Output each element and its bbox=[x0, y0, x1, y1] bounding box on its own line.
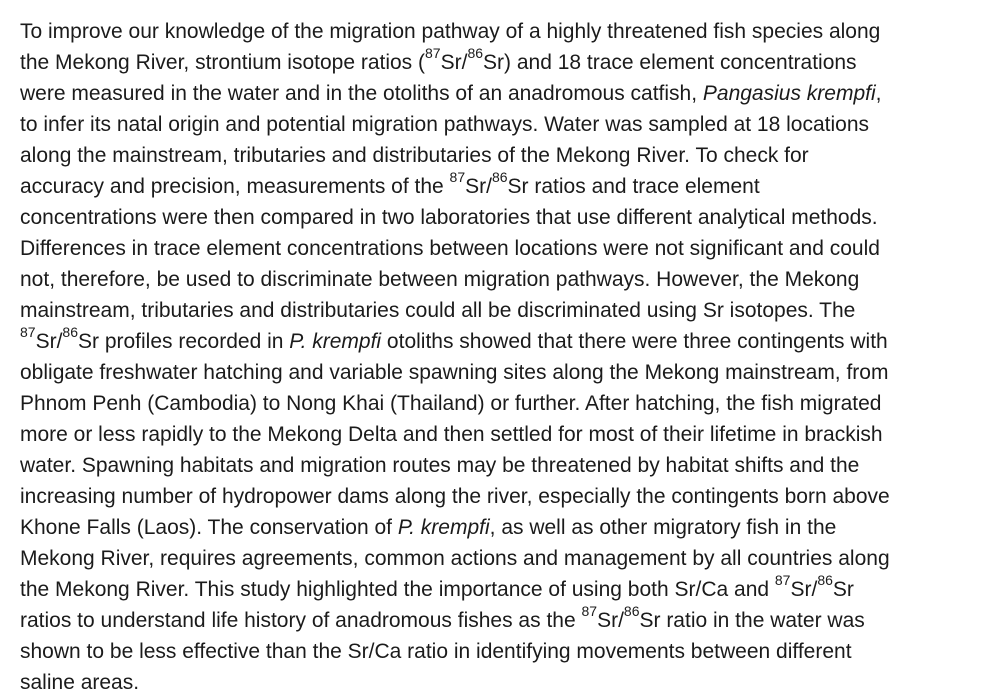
text-run: accuracy and precision, measurements of the bbox=[20, 175, 450, 198]
abstract-line bbox=[20, 109, 988, 140]
text-run: otoliths showed that there were three contingents with bbox=[381, 330, 888, 353]
text-run: mainstream, tributaries and distributaries could all be discriminated using Sr isotopes. The bbox=[20, 299, 856, 322]
text-run: Sr/ bbox=[465, 175, 492, 198]
isotope-superscript: 87 bbox=[425, 45, 441, 61]
abstract-line bbox=[20, 450, 988, 481]
text-run: along the mainstream, tributaries and distributaries of the Mekong River. To check for bbox=[20, 144, 809, 167]
species-name: P. krempfi bbox=[397, 516, 490, 539]
abstract-line bbox=[20, 357, 988, 388]
text-run: Sr ratios and trace element bbox=[507, 175, 760, 198]
text-run: to infer its natal origin and potential migration pathways. Water was sampled at 18 locations bbox=[20, 113, 870, 136]
isotope-superscript: 87 bbox=[774, 572, 791, 588]
text-run: shown to be less effective than the Sr/Ca ratio in identifying movements between different bbox=[20, 640, 852, 663]
text-run: Sr bbox=[832, 578, 854, 601]
isotope-superscript: 86 bbox=[817, 572, 833, 588]
species-name: Pangasius krempfi bbox=[702, 82, 876, 105]
isotope-superscript: 87 bbox=[581, 603, 598, 619]
abstract-line bbox=[20, 636, 988, 667]
text-run: Sr) and 18 trace element concentrations bbox=[483, 51, 857, 74]
abstract-line bbox=[20, 512, 988, 543]
abstract-line bbox=[20, 171, 988, 202]
text-run: obligate freshwater hatching and variable spawning sites along the Mekong mainstream, from bbox=[20, 361, 889, 384]
abstract-paragraph bbox=[20, 16, 988, 698]
text-run: water. Spawning habitats and migration routes may be threatened by habitat shifts and the bbox=[20, 454, 860, 477]
abstract-line bbox=[20, 264, 988, 295]
abstract-line bbox=[20, 388, 988, 419]
text-run: Phnom Penh (Cambodia) to Nong Khai (Thailand) or further. After hatching, the fish migrated bbox=[20, 392, 882, 415]
text-run: Khone Falls (Laos). The conservation of bbox=[20, 516, 398, 539]
isotope-superscript: 86 bbox=[62, 324, 78, 340]
text-run: To improve our knowledge of the migration pathway of a highly threatened fish species along bbox=[20, 20, 881, 43]
isotope-superscript: 87 bbox=[449, 169, 466, 185]
isotope-superscript: 86 bbox=[467, 45, 484, 61]
abstract-line bbox=[20, 667, 988, 698]
abstract-line bbox=[20, 16, 988, 47]
text-run: Sr ratio in the water was bbox=[639, 609, 865, 632]
text-run: , bbox=[875, 82, 882, 105]
text-run: saline areas. bbox=[20, 671, 140, 694]
text-run: Sr/ bbox=[35, 330, 63, 353]
abstract-line bbox=[20, 78, 988, 109]
text-run: the Mekong River, strontium isotope ratios ( bbox=[20, 51, 426, 74]
isotope-superscript: 86 bbox=[491, 169, 508, 185]
abstract-line bbox=[20, 419, 988, 450]
text-run: increasing number of hydropower dams along the river, especially the contingents born above bbox=[20, 485, 890, 508]
text-run: concentrations were then compared in two laboratories that use different analytical methods. bbox=[20, 206, 878, 229]
abstract-line bbox=[20, 574, 988, 605]
abstract-line bbox=[20, 543, 988, 574]
text-run: the Mekong River. This study highlighted the importance of using both Sr/Ca and bbox=[20, 578, 775, 601]
text-run: more or less rapidly to the Mekong Delta and then settled for most of their lifetime in brackish bbox=[20, 423, 883, 446]
text-run: Sr/ bbox=[790, 578, 818, 601]
abstract-line bbox=[20, 605, 988, 636]
text-run: Differences in trace element concentrations between locations were not significant and could bbox=[20, 237, 880, 260]
text-run: ratios to understand life history of anadromous fishes as the bbox=[20, 609, 582, 632]
text-run: were measured in the water and in the otoliths of an anadromous catfish, bbox=[20, 82, 703, 105]
isotope-superscript: 87 bbox=[20, 324, 36, 340]
abstract-line bbox=[20, 326, 988, 357]
abstract-line bbox=[20, 202, 988, 233]
abstract-line bbox=[20, 233, 988, 264]
abstract-line bbox=[20, 47, 988, 78]
text-run: Mekong River, requires agreements, common actions and management by all countries along bbox=[20, 547, 890, 570]
abstract-line bbox=[20, 140, 988, 171]
abstract-line bbox=[20, 295, 988, 326]
text-run: not, therefore, be used to discriminate between migration pathways. However, the Mekong bbox=[20, 268, 860, 291]
text-run: Sr/ bbox=[597, 609, 624, 632]
species-name: P. krempfi bbox=[289, 330, 382, 353]
abstract-line bbox=[20, 481, 988, 512]
text-run: Sr/ bbox=[440, 51, 468, 74]
text-run: , as well as other migratory fish in the bbox=[489, 516, 837, 539]
isotope-superscript: 86 bbox=[623, 603, 640, 619]
text-run: Sr profiles recorded in bbox=[78, 330, 290, 353]
